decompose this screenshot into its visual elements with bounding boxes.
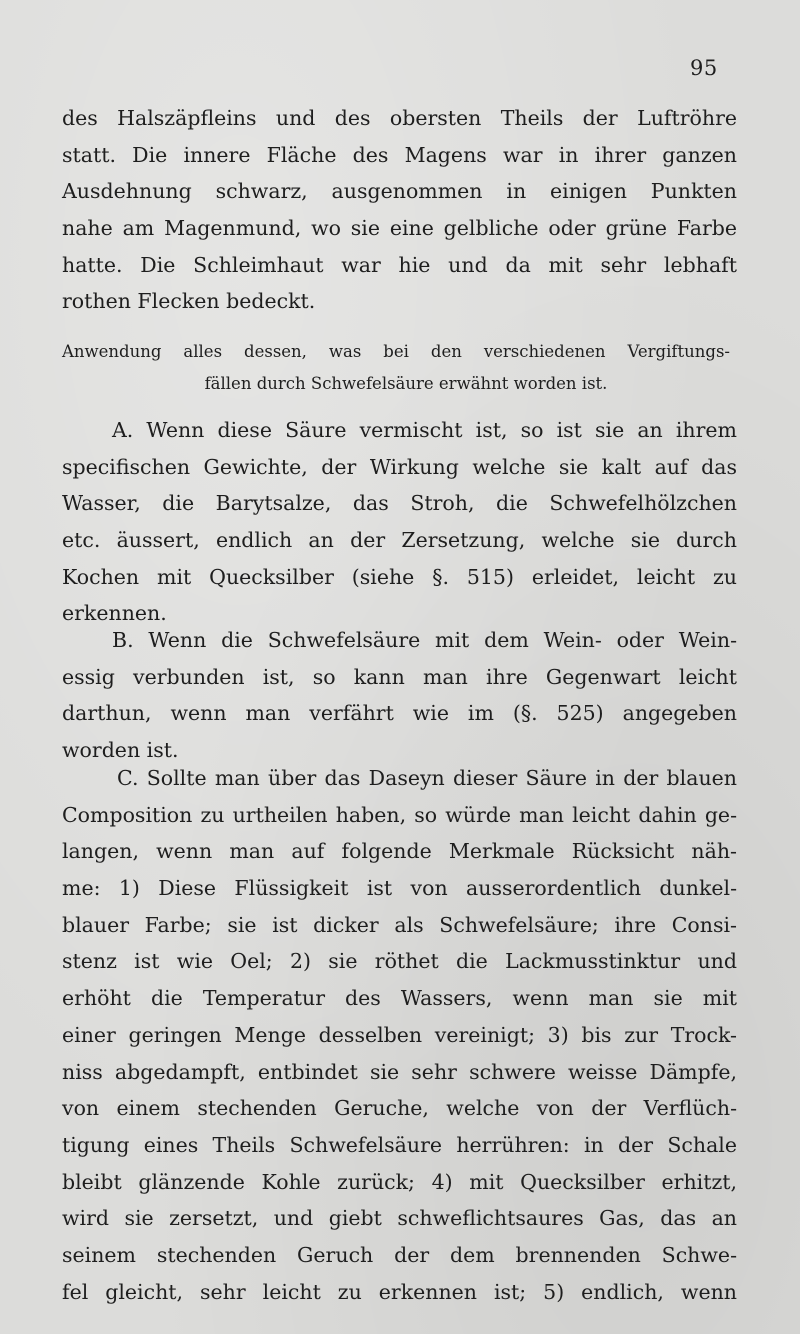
text-line: erkennen. — [62, 601, 167, 626]
section-c-paragraph — [62, 760, 737, 1310]
text-line: blauer Farbe; sie ist dicker als Schwefelsäure; ihre Consi- — [62, 912, 737, 937]
text-line: Composition zu urtheilen haben, so würde man leicht dahin ge- — [62, 802, 737, 827]
text-line: bleibt glänzende Kohle zurück; 4) mit Quecksilber erhitzt, — [62, 1169, 737, 1194]
text-line: einer geringen Menge desselben vereinigt; 3) bis zur Trock- — [62, 1022, 737, 1047]
text-line: fel gleicht, sehr leicht zu erkennen ist; 5) endlich, wenn — [62, 1279, 737, 1304]
text-line: rothen Flecken bedeckt. — [62, 289, 316, 314]
text-line: statt. Die innere Fläche des Magens war in ihrer ganzen — [62, 142, 737, 167]
text-line: von einem stechenden Geruche, welche von der Verflüch- — [62, 1096, 737, 1121]
text-line: essig verbunden ist, so kann man ihre Gegenwart leicht — [62, 664, 737, 689]
text-line: Kochen mit Quecksilber (siehe §. 515) erleidet, leicht zu — [62, 564, 737, 589]
text-line: niss abgedampft, entbindet sie sehr schwere weisse Dämpfe, — [62, 1059, 737, 1084]
text-line: specifischen Gewichte, der Wirkung welche sie kalt auf das — [62, 454, 737, 479]
text-line: A. Wenn diese Säure vermischt ist, so ist sie an ihrem — [112, 418, 737, 442]
heading-line: fällen durch Schwefelsäure erwähnt worden ist. — [204, 374, 608, 393]
text-line: stenz ist wie Oel; 2) sie röthet die Lackmusstinktur und — [62, 949, 737, 974]
text-line: B. Wenn die Schwefelsäure mit dem Wein- oder Wein- — [112, 628, 737, 652]
section-heading — [62, 336, 730, 400]
text-line: worden ist. — [62, 738, 179, 763]
section-a-paragraph — [62, 412, 737, 632]
text-line: me: 1) Diese Flüssigkeit ist von ausserordentlich dunkel- — [62, 876, 737, 901]
text-line: Wasser, die Barytsalze, das Stroh, die Schwefelhölzchen — [62, 491, 737, 516]
heading-line: Anwendung alles dessen, was bei den verschiedenen Vergiftungs- — [62, 342, 730, 361]
text-line: nahe am Magenmund, wo sie eine gelbliche oder grüne Farbe — [62, 216, 737, 241]
intro-paragraph — [62, 100, 737, 320]
text-line: erhöht die Temperatur des Wassers, wenn man sie mit — [62, 986, 737, 1011]
page-number: 95 — [690, 56, 718, 80]
text-line: hatte. Die Schleimhaut war hie und da mit sehr lebhaft — [62, 252, 737, 277]
text-line: seinem stechenden Geruch der dem brennenden Schwe- — [62, 1242, 737, 1267]
text-line: darthun, wenn man verfährt wie im (§. 525) angegeben — [62, 701, 737, 726]
section-b-paragraph — [62, 622, 737, 769]
text-line: des Halszäpfleins und des obersten Theils der Luftröhre — [62, 106, 737, 130]
text-line: Ausdehnung schwarz, ausgenommen in einigen Punkten — [62, 179, 737, 204]
text-line: etc. äussert, endlich an der Zersetzung, welche sie durch — [62, 528, 737, 553]
text-line: C. Sollte man über das Daseyn dieser Säure in der blauen — [117, 766, 737, 790]
text-line: tigung eines Theils Schwefelsäure herrühren: in der Schale — [62, 1132, 737, 1157]
text-line: wird sie zersetzt, und giebt schweflichtsaures Gas, das an — [62, 1206, 737, 1231]
text-line: langen, wenn man auf folgende Merkmale Rücksicht näh- — [62, 839, 737, 864]
